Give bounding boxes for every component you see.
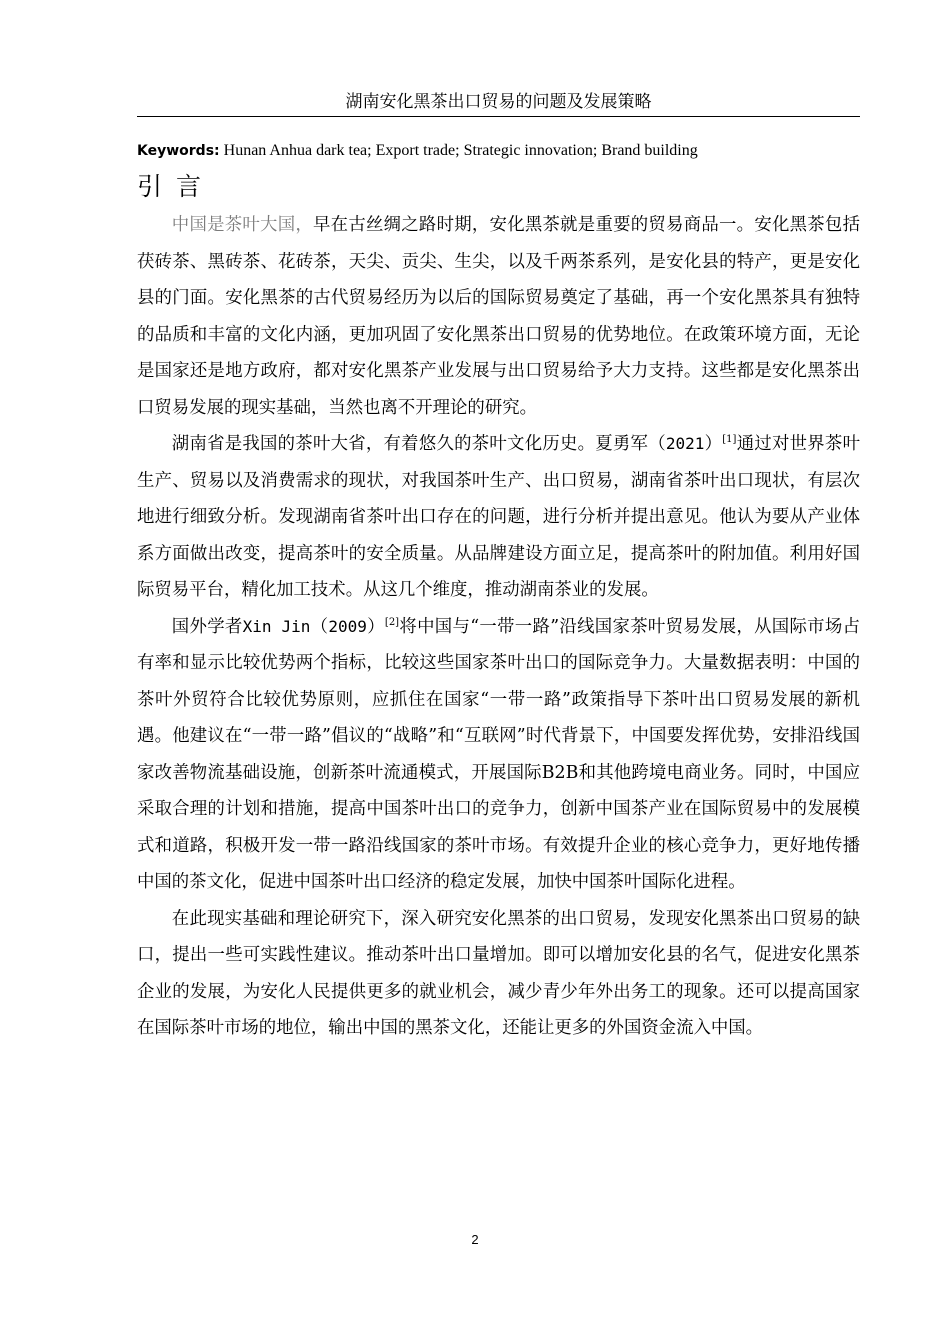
paragraph-4 — [137, 901, 860, 1047]
keywords-label: Keywords: — [137, 143, 220, 159]
page-number: 2 — [471, 1232, 479, 1247]
paragraph-1-text: 早在古丝绸之路时期，安化黑茶就是重要的贸易商品一。安化黑茶包括茯砖茶、黑砖茶、花砖茶，天尖、贡尖、生尖，以及千两茶系列，是安化县的特产，更是安化县的门面。安化黑茶的古代贸易经历为以后的国际贸易奠定了基础，再一个安化黑茶具有独特的品质和丰富的文化内涵，更加巩固了安化黑茶出口贸易的优势地位。在政策环境方面，无论是国家还是地方政府，都对安化黑茶产业发展与出口贸易给予大力支持。这些都是安化黑茶出口贸易发展的现实基础，当然也离不开理论的研究。 — [137, 215, 860, 418]
paragraph-1 — [137, 207, 860, 426]
body-text — [137, 207, 860, 1047]
paragraph-3-year: 2009 — [328, 616, 367, 636]
paragraph-3-before: 国外学者 — [171, 616, 243, 637]
paragraph-3-open: （ — [310, 616, 329, 637]
paragraph-2-close: ） — [704, 434, 723, 454]
citation-2: [2] — [384, 616, 400, 628]
paragraph-1-lead: 中国是茶叶大国， — [171, 215, 314, 235]
section-title: 引言 — [137, 172, 216, 201]
citation-1: [1] — [722, 434, 737, 445]
paragraph-2-year: 2021 — [665, 434, 705, 453]
paragraph-3-close: ） — [366, 616, 385, 637]
keywords-text: Hunan Anhua dark tea; Export trade; Strategic innovation; Brand building — [219, 142, 698, 159]
paragraph-2-after: 通过对世界茶叶生产、贸易以及消费需求的现状，对我国茶叶生产、出口贸易，湖南省茶叶出口现状，有层次地进行细致分析。发现湖南省茶叶出口存在的问题，进行分析并提出意见。他认为要从产业体系方面做出改变，提高茶叶的安全质量。从品牌建设方面立足，提高茶叶的附加值。利用好国际贸易平台，精化加工技术。从这几个维度，推动湖南茶业的发展。 — [137, 434, 860, 600]
keywords-line — [137, 141, 860, 161]
running-header: 湖南安化黑茶出口贸易的问题及发展策略 — [345, 92, 652, 112]
paragraph-3-author: Xin Jin — [242, 616, 311, 636]
header-rule — [137, 116, 860, 117]
paragraph-4-text: 在此现实基础和理论研究下，深入研究安化黑茶的出口贸易，发现安化黑茶出口贸易的缺口，提出一些可实践性建议。推动茶叶出口量增加。即可以增加安化县的名气，促进安化黑茶企业的发展，为安化人民提供更多的就业机会，减少青少年外出务工的现象。还可以提高国家在国际茶叶市场的地位，输出中国的黑茶文化，还能让更多的外国资金流入中国。 — [137, 908, 860, 1038]
paragraph-2-before: 湖南省是我国的茶叶大省，有着悠久的茶叶文化历史。夏勇军（ — [171, 434, 666, 454]
paragraph-2 — [137, 426, 860, 609]
paragraph-3 — [137, 609, 860, 901]
paragraph-3-after: 将中国与“一带一路”沿线国家茶叶贸易发展，从国际市场占有率和显示比较优势两个指标，比较这些国家茶叶出口的国际竞争力。大量数据表明：中国的茶叶外贸符合比较优势原则，应抓住在国家“一带一路”政策指导下茶叶出口贸易发展的新机遇。他建议在“一带一路”倡议的“战略”和“互联网”时代背景下，中国要发挥优势，安排沿线国家改善物流基础设施，创新茶叶流通模式，开展国际B2B和其他跨境电商业务。同时，中国应采取合理的计划和措施，提高中国茶叶出口的竞争力，创新中国茶产业在国际贸易中的发展模式和道路，积极开发一带一路沿线国家的茶叶市场。有效提升企业的核心竞争力，更好地传播中国的茶文化，促进中国茶叶出口经济的稳定发展，加快中国茶叶国际化进程。 — [137, 616, 860, 892]
